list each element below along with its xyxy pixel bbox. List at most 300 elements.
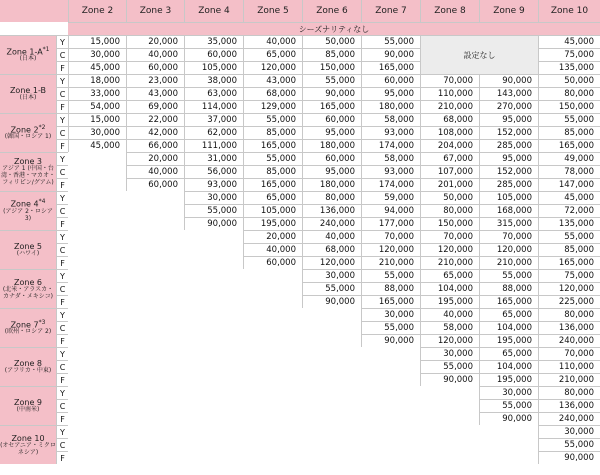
fare-cell xyxy=(184,438,243,451)
fare-cell xyxy=(126,269,184,282)
fare-cell: 93,000 xyxy=(361,165,420,178)
fare-cell xyxy=(126,399,184,412)
fare-cell xyxy=(184,425,243,438)
fare-cell xyxy=(126,217,184,230)
fare-cell: 35,000 xyxy=(184,35,243,48)
fare-cell xyxy=(126,373,184,386)
zone-name: Zone 3 xyxy=(14,157,42,167)
fare-cell: 165,000 xyxy=(302,100,361,113)
fare-cell: 120,000 xyxy=(420,334,479,347)
fare-cell: 80,000 xyxy=(420,204,479,217)
fare-cell xyxy=(361,425,420,438)
fare-cell: 42,000 xyxy=(126,126,184,139)
fare-cell: 136,000 xyxy=(538,321,600,334)
fare-cell: 195,000 xyxy=(420,295,479,308)
fare-cell: 165,000 xyxy=(243,139,302,152)
fare-cell: 180,000 xyxy=(302,178,361,191)
fare-cell: 55,000 xyxy=(361,35,420,48)
fare-cell: 65,000 xyxy=(479,347,538,360)
fare-cell: 150,000 xyxy=(302,61,361,74)
fare-cell xyxy=(302,321,361,334)
zone-label xyxy=(0,269,56,308)
fare-cell: 136,000 xyxy=(302,204,361,217)
fare-cell: 110,000 xyxy=(420,87,479,100)
zone-name: Zone 8 xyxy=(14,358,42,368)
fare-cell: 70,000 xyxy=(361,230,420,243)
fare-cell: 30,000 xyxy=(420,347,479,360)
fare-cell: 45,000 xyxy=(68,61,126,74)
zone-region: (欧州・ロシア 2) xyxy=(4,328,52,336)
fare-cell: 70,000 xyxy=(420,74,479,87)
fare-cell: 240,000 xyxy=(538,334,600,347)
fare-cell xyxy=(68,412,126,425)
fare-cell: 30,000 xyxy=(361,308,420,321)
fare-cell xyxy=(184,256,243,269)
fare-cell: 120,000 xyxy=(361,243,420,256)
column-header-zone-6: Zone 6 xyxy=(302,0,361,22)
fare-cell: 60,000 xyxy=(184,48,243,61)
fare-cell: 55,000 xyxy=(184,204,243,217)
class-label: C xyxy=(56,126,68,139)
fare-cell xyxy=(68,152,126,165)
class-label: C xyxy=(56,165,68,178)
fare-cell: 45,000 xyxy=(538,191,600,204)
class-label: C xyxy=(56,48,68,61)
fare-cell: 136,000 xyxy=(538,399,600,412)
fare-cell: 20,000 xyxy=(243,230,302,243)
fare-cell xyxy=(184,243,243,256)
fare-cell: 30,000 xyxy=(538,425,600,438)
fare-cell: 55,000 xyxy=(538,230,600,243)
fare-cell: 65,000 xyxy=(243,48,302,61)
fare-cell xyxy=(68,178,126,191)
fare-cell: 120,000 xyxy=(538,282,600,295)
fare-cell xyxy=(184,230,243,243)
zone-label xyxy=(0,35,56,74)
class-label: Y xyxy=(56,269,68,282)
fare-cell xyxy=(68,165,126,178)
zone-label xyxy=(0,425,56,464)
fare-cell: 135,000 xyxy=(538,61,600,74)
zone-region: (オセアニア・ミクロネシア) xyxy=(0,441,56,456)
fare-cell: 49,000 xyxy=(538,152,600,165)
fare-cell xyxy=(126,204,184,217)
zone-region: (北米・アラスカ・カナダ・メキシコ) xyxy=(2,285,54,300)
fare-cell xyxy=(361,412,420,425)
fare-cell xyxy=(126,230,184,243)
fare-cell: 85,000 xyxy=(538,243,600,256)
fare-cell xyxy=(126,295,184,308)
fare-cell xyxy=(302,308,361,321)
fare-cell: 210,000 xyxy=(479,256,538,269)
zone-region: (日本) xyxy=(19,94,37,102)
fare-cell: 95,000 xyxy=(479,152,538,165)
fare-cell xyxy=(302,425,361,438)
fare-cell: 90,000 xyxy=(420,373,479,386)
fare-cell: 108,000 xyxy=(420,126,479,139)
fare-cell xyxy=(184,360,243,373)
fare-cell xyxy=(68,334,126,347)
fare-cell: 90,000 xyxy=(184,217,243,230)
zone-region: (日本) xyxy=(19,55,37,63)
fare-cell: 315,000 xyxy=(479,217,538,230)
fare-cell xyxy=(361,438,420,451)
fare-cell xyxy=(184,282,243,295)
fare-cell: 70,000 xyxy=(538,347,600,360)
fare-cell xyxy=(420,386,479,399)
fare-cell: 195,000 xyxy=(479,334,538,347)
fare-cell xyxy=(68,360,126,373)
fare-cell: 165,000 xyxy=(361,295,420,308)
fare-cell: 104,000 xyxy=(420,282,479,295)
fare-cell xyxy=(243,438,302,451)
fare-cell: 90,000 xyxy=(302,87,361,100)
fare-cell: 60,000 xyxy=(302,113,361,126)
zone-name: Zone 9 xyxy=(14,397,42,407)
fare-cell: 15,000 xyxy=(68,113,126,126)
fare-cell: 40,000 xyxy=(126,165,184,178)
fare-cell xyxy=(184,412,243,425)
zone-label xyxy=(0,74,56,113)
fare-cell xyxy=(302,347,361,360)
fare-cell: 60,000 xyxy=(126,61,184,74)
fare-cell xyxy=(126,308,184,321)
fare-cell: 195,000 xyxy=(479,373,538,386)
fare-cell: 55,000 xyxy=(479,269,538,282)
fare-cell: 37,000 xyxy=(184,113,243,126)
fare-cell xyxy=(479,451,538,464)
fare-cell: 50,000 xyxy=(420,191,479,204)
fare-cell: 88,000 xyxy=(479,282,538,295)
fare-cell xyxy=(243,347,302,360)
header-corner xyxy=(0,0,68,22)
fare-cell: 78,000 xyxy=(538,165,600,178)
fare-cell xyxy=(68,451,126,464)
fare-cell: 90,000 xyxy=(361,334,420,347)
fare-cell: 30,000 xyxy=(68,48,126,61)
fare-cell: 38,000 xyxy=(184,74,243,87)
season-spacer xyxy=(0,22,68,35)
fare-cell: 67,000 xyxy=(420,152,479,165)
fare-cell xyxy=(126,243,184,256)
fare-cell xyxy=(243,334,302,347)
fare-cell: 90,000 xyxy=(479,74,538,87)
fare-cell: 210,000 xyxy=(361,256,420,269)
fare-cell: 80,000 xyxy=(538,308,600,321)
fare-cell: 90,000 xyxy=(538,451,600,464)
fare-cell: 152,000 xyxy=(479,126,538,139)
fare-cell xyxy=(361,399,420,412)
fare-cell: 20,000 xyxy=(126,35,184,48)
class-label: C xyxy=(56,438,68,451)
fare-cell xyxy=(420,399,479,412)
zone-name: Zone 6 xyxy=(14,277,42,287)
fare-cell xyxy=(243,360,302,373)
fare-cell: 55,000 xyxy=(243,152,302,165)
zone-name: Zone 2$^{*2}$ xyxy=(10,123,46,135)
fare-cell xyxy=(184,269,243,282)
fare-cell xyxy=(184,334,243,347)
fare-cell xyxy=(420,451,479,464)
fare-cell: 95,000 xyxy=(302,126,361,139)
fare-cell: 60,000 xyxy=(302,152,361,165)
fare-cell: 75,000 xyxy=(538,48,600,61)
fare-cell: 55,000 xyxy=(538,438,600,451)
fare-cell xyxy=(479,425,538,438)
fare-cell: 85,000 xyxy=(538,126,600,139)
fare-cell xyxy=(126,191,184,204)
fare-cell: 120,000 xyxy=(302,256,361,269)
fare-cell xyxy=(302,360,361,373)
fare-cell: 285,000 xyxy=(479,178,538,191)
zone-label xyxy=(0,152,56,191)
fare-cell xyxy=(243,321,302,334)
class-label: F xyxy=(56,334,68,347)
fare-cell xyxy=(302,399,361,412)
fare-cell xyxy=(243,373,302,386)
fare-cell xyxy=(243,295,302,308)
fare-cell: 43,000 xyxy=(243,74,302,87)
zone-name: Zone $1-A^{*1}$ xyxy=(6,45,50,57)
fare-cell xyxy=(126,412,184,425)
fare-cell: 95,000 xyxy=(361,87,420,100)
fare-cell xyxy=(126,451,184,464)
fare-cell xyxy=(184,386,243,399)
fare-cell: 240,000 xyxy=(302,217,361,230)
class-label: F xyxy=(56,61,68,74)
class-label: C xyxy=(56,399,68,412)
class-label: F xyxy=(56,451,68,464)
class-label: Y xyxy=(56,386,68,399)
fare-cell xyxy=(68,438,126,451)
zone-label xyxy=(0,191,56,230)
fare-cell xyxy=(361,386,420,399)
fare-cell: 30,000 xyxy=(68,126,126,139)
fare-cell: 18,000 xyxy=(68,74,126,87)
zone-region: (アジア 2・ロシア 3) xyxy=(3,208,53,222)
fare-cell: 90,000 xyxy=(302,295,361,308)
fare-cell: 165,000 xyxy=(538,139,600,152)
fare-cell xyxy=(302,438,361,451)
fare-cell: 174,000 xyxy=(361,139,420,152)
zone-name: Zone 1-B xyxy=(9,85,47,95)
fare-cell xyxy=(184,399,243,412)
fare-cell: 94,000 xyxy=(361,204,420,217)
zone-name: Zone 7$^{*3}$ xyxy=(10,318,46,330)
fare-cell: 147,000 xyxy=(538,178,600,191)
fare-cell xyxy=(302,334,361,347)
zone-footnote-mark: *4 xyxy=(38,198,46,206)
fare-cell: 110,000 xyxy=(538,360,600,373)
class-label: Y xyxy=(56,347,68,360)
fare-cell xyxy=(68,321,126,334)
fare-cell: 104,000 xyxy=(479,360,538,373)
fare-cell: 55,000 xyxy=(479,399,538,412)
column-header-zone-5: Zone 5 xyxy=(243,0,302,22)
fare-cell xyxy=(420,425,479,438)
class-label: C xyxy=(56,321,68,334)
fare-cell: 50,000 xyxy=(538,74,600,87)
fare-cell: 72,000 xyxy=(538,204,600,217)
fare-cell xyxy=(420,412,479,425)
fare-cell: 85,000 xyxy=(302,48,361,61)
fare-cell xyxy=(68,191,126,204)
zone-label xyxy=(0,347,56,386)
fare-cell: 80,000 xyxy=(538,386,600,399)
fare-cell: 195,000 xyxy=(243,217,302,230)
class-label: F xyxy=(56,100,68,113)
zone-region: (ハワイ) xyxy=(16,250,40,258)
zone-region: (中南米) xyxy=(16,406,40,414)
fare-cell xyxy=(68,230,126,243)
fare-cell: 20,000 xyxy=(126,152,184,165)
fare-cell xyxy=(68,269,126,282)
fare-cell: 285,000 xyxy=(479,139,538,152)
fare-cell: 165,000 xyxy=(538,256,600,269)
fare-cell: 174,000 xyxy=(361,178,420,191)
fare-cell xyxy=(68,347,126,360)
fare-cell: 50,000 xyxy=(302,35,361,48)
fare-cell: 120,000 xyxy=(479,243,538,256)
fare-cell: 40,000 xyxy=(302,230,361,243)
fare-cell: 68,000 xyxy=(243,87,302,100)
fare-cell xyxy=(68,425,126,438)
fare-cell: 143,000 xyxy=(479,87,538,100)
fare-cell: 45,000 xyxy=(538,35,600,48)
fare-cell: 225,000 xyxy=(538,295,600,308)
class-label: C xyxy=(56,360,68,373)
fare-cell xyxy=(420,438,479,451)
fare-cell: 55,000 xyxy=(243,113,302,126)
fare-cell: 70,000 xyxy=(479,230,538,243)
fare-cell: 80,000 xyxy=(302,191,361,204)
fare-cell: 120,000 xyxy=(243,61,302,74)
zone-name: Zone 10 xyxy=(11,433,45,443)
fare-cell: 43,000 xyxy=(126,87,184,100)
fare-cell: 90,000 xyxy=(479,412,538,425)
fare-cell: 69,000 xyxy=(126,100,184,113)
fare-cell: 204,000 xyxy=(420,139,479,152)
fare-cell: 85,000 xyxy=(243,126,302,139)
fare-cell xyxy=(68,243,126,256)
fare-cell: 177,000 xyxy=(361,217,420,230)
fare-cell: 55,000 xyxy=(538,113,600,126)
column-header-zone-4: Zone 4 xyxy=(184,0,243,22)
fare-cell: 240,000 xyxy=(538,412,600,425)
fare-cell: 75,000 xyxy=(538,269,600,282)
fare-cell: 54,000 xyxy=(68,100,126,113)
fare-cell: 55,000 xyxy=(361,321,420,334)
fare-cell: 165,000 xyxy=(361,61,420,74)
fare-cell: 15,000 xyxy=(68,35,126,48)
fare-cell: 56,000 xyxy=(184,165,243,178)
fare-cell: 107,000 xyxy=(420,165,479,178)
zone-footnote-mark: *2 xyxy=(38,123,46,131)
fare-cell: 150,000 xyxy=(538,100,600,113)
fare-cell xyxy=(68,308,126,321)
class-label: Y xyxy=(56,35,68,48)
fare-cell xyxy=(68,295,126,308)
fare-cell xyxy=(68,217,126,230)
fare-cell xyxy=(68,386,126,399)
column-header-zone-7: Zone 7 xyxy=(361,0,420,22)
fare-cell: 68,000 xyxy=(302,243,361,256)
fare-cell xyxy=(243,282,302,295)
fare-cell: 210,000 xyxy=(420,256,479,269)
fare-cell: 114,000 xyxy=(184,100,243,113)
fare-cell: 63,000 xyxy=(184,87,243,100)
fare-cell: 95,000 xyxy=(479,113,538,126)
class-label: F xyxy=(56,295,68,308)
fare-cell: 60,000 xyxy=(126,178,184,191)
fare-cell xyxy=(126,386,184,399)
fare-cell: 40,000 xyxy=(420,308,479,321)
fare-cell xyxy=(361,451,420,464)
fare-cell xyxy=(126,321,184,334)
class-label: Y xyxy=(56,113,68,126)
fare-cell xyxy=(479,438,538,451)
fare-cell: 55,000 xyxy=(302,282,361,295)
fare-cell xyxy=(126,425,184,438)
zone-region: アジア 1 (中国・台湾・香港・マカオ・フィリピン/グアム) xyxy=(0,165,55,187)
column-header-zone-3: Zone 3 xyxy=(126,0,184,22)
fare-cell: 104,000 xyxy=(479,321,538,334)
zone-label xyxy=(0,113,56,152)
fare-cell xyxy=(126,282,184,295)
fare-cell: 135,000 xyxy=(538,217,600,230)
fare-cell xyxy=(184,295,243,308)
seasonality-banner: シーズナリティなし xyxy=(68,22,600,35)
fare-cell: 93,000 xyxy=(184,178,243,191)
fare-cell: 58,000 xyxy=(420,321,479,334)
fare-cell xyxy=(68,373,126,386)
class-label: C xyxy=(56,243,68,256)
fare-cell: 180,000 xyxy=(302,139,361,152)
fare-cell xyxy=(126,347,184,360)
fare-cell xyxy=(361,373,420,386)
class-label: Y xyxy=(56,74,68,87)
fare-cell xyxy=(302,412,361,425)
fare-cell: 58,000 xyxy=(361,152,420,165)
fare-cell: 90,000 xyxy=(361,48,420,61)
class-label: C xyxy=(56,87,68,100)
fare-cell: 88,000 xyxy=(361,282,420,295)
fare-cell: 270,000 xyxy=(479,100,538,113)
fare-cell xyxy=(361,347,420,360)
zone-label xyxy=(0,386,56,425)
fare-cell: 152,000 xyxy=(479,165,538,178)
zone-label xyxy=(0,308,56,347)
fare-cell: 65,000 xyxy=(479,308,538,321)
fare-cell: 105,000 xyxy=(243,204,302,217)
fare-cell: 55,000 xyxy=(361,269,420,282)
zone-region: (韓国・ロシア 1) xyxy=(4,133,52,141)
fare-cell: 120,000 xyxy=(420,243,479,256)
fare-cell: 105,000 xyxy=(184,61,243,74)
column-header-zone-8: Zone 8 xyxy=(420,0,479,22)
zone-region: (アフリカ・中東) xyxy=(4,367,52,375)
fare-cell: 80,000 xyxy=(538,87,600,100)
class-label: F xyxy=(56,217,68,230)
fare-cell: 22,000 xyxy=(126,113,184,126)
fare-cell: 45,000 xyxy=(68,139,126,152)
fare-cell: 165,000 xyxy=(243,178,302,191)
class-label: F xyxy=(56,178,68,191)
fare-cell xyxy=(68,204,126,217)
fare-cell: 85,000 xyxy=(243,165,302,178)
fare-cell xyxy=(184,373,243,386)
class-label: F xyxy=(56,412,68,425)
